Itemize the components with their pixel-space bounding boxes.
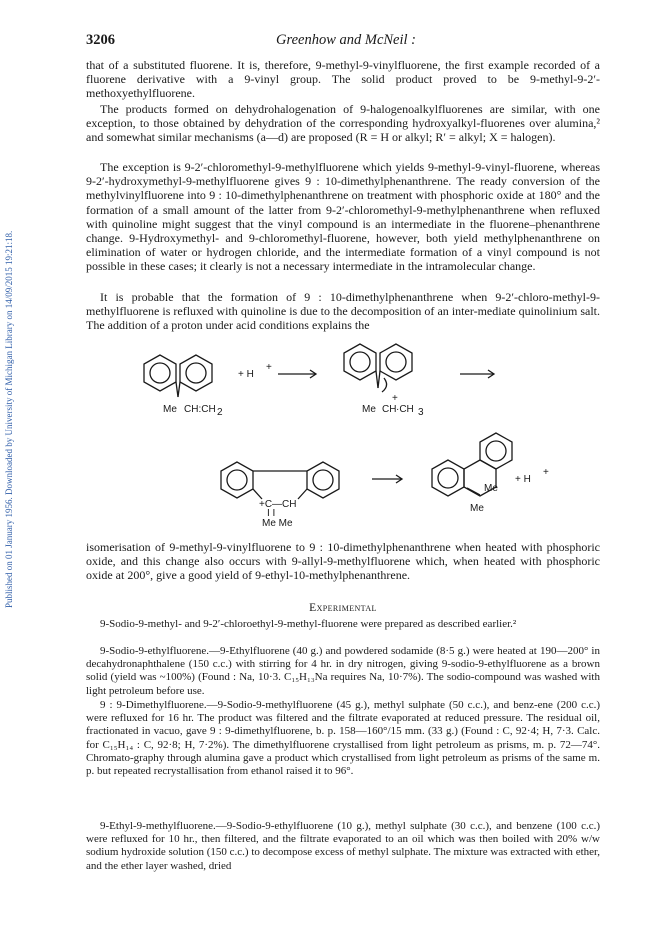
label-bars: I I [267, 508, 276, 519]
experimental-item-3: 9 : 9-Dimethylfluorene.—9-Sodio-9-methylfluorene (45 g.), methyl sulphate (50 c.c.), and benz-ene (200 c.c.) were refluxed for 16 hr. The product was filtered and the filtrate evaporated at reduced pressure. The residual oil, fractionated in vacuo, gave 9 : 9-dimethylfluorene, b. p. 158—160°/15 mm. (33 g.) (Found : C, 92·4; H, 7·3. Calc. for C₁₅H₁₄ : C, 92·8; H, 7·2%). The dimethylfluorene crystallised from light petroleum as prisms, m. p. 72—74°. Chromato-graphy through alumina gave a product which crystallised from light petroleum as prisms of the same m. p. but repeated recrystallisation from ethanol raised it to 96°. [86, 699, 600, 778]
running-head: Greenhow and McNeil : [276, 32, 417, 48]
page-number: 3206 [86, 32, 115, 48]
paragraph-1: that of a substituted fluorene. It is, therefore, 9-methyl-9-vinylfluorene, the first example recorded of a fluorene derivative with a 9-vinyl group. The solid product proved to be 9-methyl-9-2′-methoxyethylfluorene. [86, 58, 600, 101]
paragraph-4: It is probable that the formation of 9 : 10-dimethylphenanthrene when 9-2′-chloro-methyl-9-methylfluorene is refluxed with quinoline is due to the decomposition of an inter-mediate quinolinium salt. The addition of a proton under acid conditions explains the [86, 290, 600, 333]
plus-h-charge: + [266, 362, 272, 373]
paragraph-5: isomerisation of 9-methyl-9-vinylfluorene to 9 : 10-dimethylphenanthrene when heated with phosphoric oxide, and this change also occurs with 9-allyl-9-methylfluorene which, when heated with phosphoric oxide at 200°, give a good yield of 9-ethyl-10-methylphenanthrene. [86, 540, 600, 583]
label-me-3: Me [484, 483, 498, 494]
plus-h: + H [238, 369, 254, 380]
label-me-4: Me [470, 503, 484, 514]
experimental-item-4: 9-Ethyl-9-methylfluorene.—9-Sodio-9-ethylfluorene (10 g.), methyl sulphate (30 c.c.), and benzene (100 c.c.) were refluxed for 10 hr., then filtered, and the filtrate evaporated to an oil which was then boiled with 20% w/w sodium hydroxide solution (150 c.c.) to decompose excess of methyl sulphate. The mixture was extracted with ether, and the ether layer washed, dried [86, 820, 600, 872]
download-notice-text: Published on 01 January 1956. Downloaded by University of Michigan Library on 14/09/2015 19:21:18. [4, 230, 14, 608]
phenanthrene-structure [432, 433, 512, 496]
reaction-arrow-2 [460, 370, 494, 378]
label-cch: +C—CH [259, 499, 297, 510]
label-me-1: Me [163, 404, 177, 415]
label-ch-cation: CH [382, 404, 397, 415]
experimental-heading: Experimental [309, 602, 377, 614]
label-sub3: 3 [418, 407, 424, 418]
cation-charge: + [392, 393, 398, 404]
paragraph-2: The products formed on dehydrohalogenation of 9-halogenoalkylfluorenes are similar, with one exception, to those obtained by dehydration of the corresponding hydroxyalkyl-fluorenes over alumina,² and somewhat similar mechanisms (a—d) are proposed (R = H or alkyl; R′ = alkyl; X = halogen). [86, 102, 600, 145]
fluorene-structure-2 [344, 344, 412, 392]
paragraph-3: The exception is 9-2′-chloromethyl-9-methylfluorene which yields 9-methyl-9-vinyl-fluorene, whereas 9-2′-hydroxymethyl-9-methylfluorene gives 9 : 10-dimethylphenanthrene. The ready conversion of the methylvinylfluorene into 9 : 10-dimethylphenanthrene on treatment with phosphoric oxide at 180° and the formation of a small amount of the latter from 9-2′-chloromethyl-9-methylphenanthrene when refluxed with quinoline might suggest that the vinyl compound is an intermediate in the fluorene–phenanthrene change. 9-Hydroxymethyl- and 9-chloromethyl-fluorene, however, both yield methylphenanthrene on elimination of water or hydrogen chloride, and the intermediate formation of a vinyl compound is not possible in these cases; it clearly is not a necessary intermediate in the intramolecular change. [86, 160, 600, 274]
label-me-me: Me Me [262, 518, 293, 529]
label-me-2: Me [362, 404, 376, 415]
label-ch3: ·CH [396, 404, 414, 415]
label-sub2: 2 [217, 407, 223, 418]
plus-h-2-charge: + [543, 467, 549, 478]
fluorene-structure-1 [144, 355, 212, 397]
plus-h-2: + H [515, 474, 531, 485]
experimental-item-1: 9-Sodio-9-methyl- and 9-2′-chloroethyl-9-methyl-fluorene were prepared as described earlier.² [100, 618, 517, 630]
experimental-item-2: 9-Sodio-9-ethylfluorene.—9-Ethylfluorene (40 g.) and powdered sodamide (8·5 g.) were heated at 190—200° in decahydronaphthalene (150 c.c.) with stirring for 4 hr. in dry nitrogen, giving 9-sodio-9-ethylfluorene as a brown solid (yield was ~100%) (Found : Na, 10·3. C₁₅H₁₃Na requires Na, 10·7%). The sodio-compound was washed with light petroleum before use. [86, 645, 600, 697]
biphenyl-cation-structure [221, 462, 339, 499]
reaction-arrow-1 [278, 370, 316, 378]
reaction-arrow-3 [372, 475, 402, 483]
label-chch2: CH:CH [184, 404, 216, 415]
